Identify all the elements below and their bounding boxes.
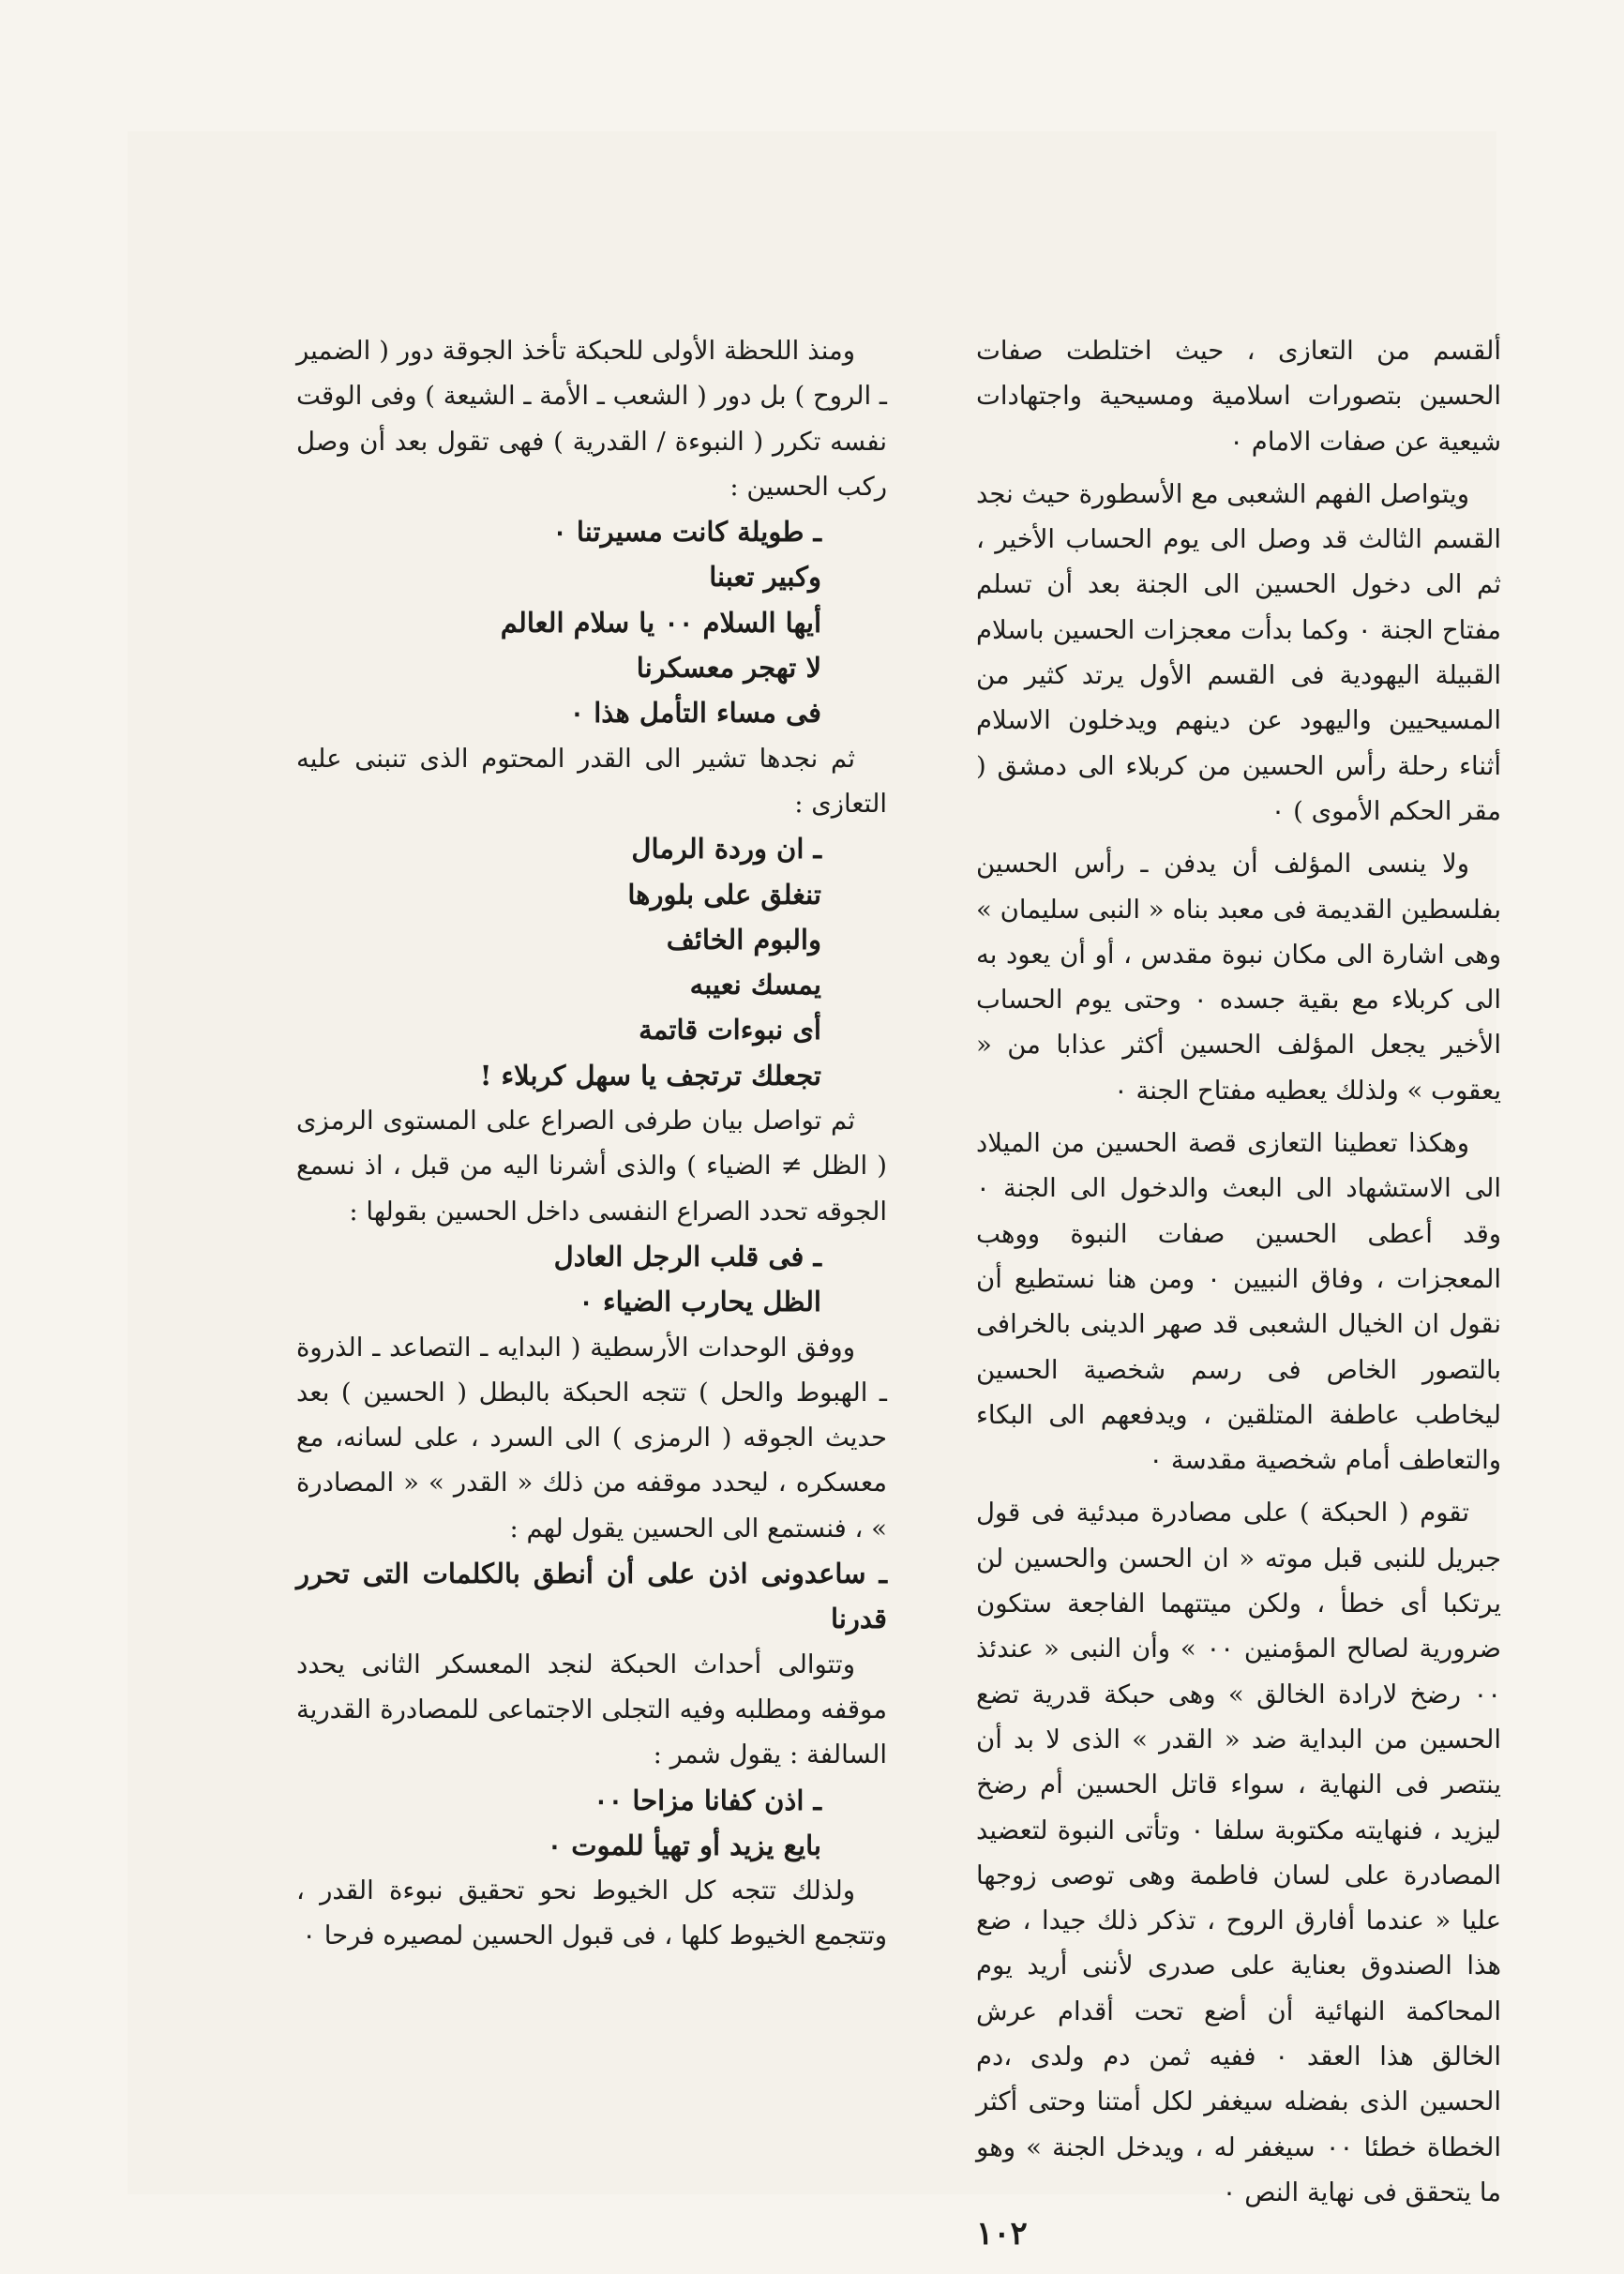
verse-line: ـ طويلة كانت مسيرتنا ٠ bbox=[552, 516, 821, 549]
verse-line: فى مساء التأمل هذا ٠ bbox=[569, 697, 821, 730]
verse-line: ـ ساعدونى اذن على أن أنطق بالكلمات التى تحرر قدرنا bbox=[296, 1558, 887, 1635]
verse-line: لا تهجر معسكرنا bbox=[636, 652, 821, 685]
verse-line: تنغلق على بلورها bbox=[627, 878, 821, 911]
right-column bbox=[976, 328, 1501, 2215]
paragraph: ووفق الوحدات الأرسطية ( البدايه ـ التصاعد ـ الذروة ـ الهبوط والحل ) تتجه الحبكة بالبطل ( الحسين ) بعد حديث الجوقه ( الرمزى ) الى السرد ، على لسانه، مع معسكره ، ليحدد موقفه من ذلك « القدر » « المصادرة » ، فنستمع الى الحسين يقول لهم : bbox=[296, 1332, 887, 1544]
paragraph: ولذلك تتجه كل الخيوط نحو تحقيق نبوءة القدر ، وتتجمع الخيوط كلها ، فى قبول الحسين لمصيره فرحا ٠ bbox=[296, 1875, 887, 1951]
verse-block bbox=[296, 826, 887, 1098]
paragraph: وهكذا تعطينا التعازى قصة الحسين من الميلاد الى الاستشهاد الى البعث والدخول الى الجنة ٠ وقد أعطى الحسين صفات النبوة ووهب المعجزات ، وفاق النبيين ٠ ومن هنا نستطيع أن نقول ان الخيال الشعبى قد صهر الدينى بالخرافى بالتصور الخاص فى رسم شخصية الحسين ليخاطب عاطفة المتلقين ، ويدفعهم الى البكاء والتعاطف أمام شخصية مقدسة ٠ bbox=[976, 1128, 1501, 1476]
verse-line: يمسك نعيبه bbox=[689, 969, 821, 1001]
verse-line: والبوم الخائف bbox=[666, 923, 821, 956]
left-column bbox=[296, 328, 887, 1959]
verse-line: تجعلك ترتجف يا سهل كربلاء ! bbox=[479, 1059, 821, 1092]
verse-line: وكبير تعبنا bbox=[709, 561, 821, 594]
verse-block bbox=[296, 1234, 887, 1325]
verse-block bbox=[296, 1551, 887, 1642]
paragraph: ومنذ اللحظة الأولى للحبكة تأخذ الجوقة دور ( الضمير ـ الروح ) بل دور ( الشعب ـ الأمة ـ الشيعة ) وفى الوقت نفسه تكرر ( النبوءة / القدرية ) فهى تقول بعد أن وصل ركب الحسين : bbox=[296, 336, 887, 502]
verse-line: الظل يحارب الضياء ٠ bbox=[579, 1286, 821, 1318]
verse-line: أيها السلام ٠٠ يا سلام العالم bbox=[500, 606, 821, 639]
verse-block bbox=[296, 509, 887, 735]
page-number: ١٠٢ bbox=[976, 2215, 1028, 2252]
verse-line: ـ اذن كفانا مزاحا ٠٠ bbox=[594, 1784, 821, 1816]
paragraph: ثم نجدها تشير الى القدر المحتوم الذى تنبنى عليه التعازى : bbox=[296, 743, 887, 819]
verse-line: ـ ان وردة الرمال bbox=[631, 833, 821, 866]
paragraph: وتتوالى أحداث الحبكة لنجد المعسكر الثانى يحدد موقفه ومطلبه وفيه التجلى الاجتماعى للمصادرة القدرية السالفة : يقول شمر : bbox=[296, 1649, 887, 1770]
paragraph: ألقسم من التعازى ، حيث اختلطت صفات الحسين بتصورات اسلامية ومسيحية واجتهادات شيعية عن صفات الامام ٠ bbox=[976, 336, 1501, 457]
verse-block bbox=[296, 1778, 887, 1869]
paragraph: ويتواصل الفهم الشعبى مع الأسطورة حيث نجد القسم الثالث قد وصل الى يوم الحساب الأخير ، ثم الى دخول الحسين الى الجنة بعد أن تسلم مفتاح الجنة ٠ وكما بدأت معجزات الحسين باسلام القبيلة اليهودية فى القسم الأول يرتد كثير من المسيحيين واليهود عن دينهم ويدخلون الاسلام أثناء رحلة رأس الحسين من كربلاء الى دمشق ( مقر الحكم الأموى ) ٠ bbox=[976, 478, 1501, 826]
paragraph: ولا ينسى المؤلف أن يدفن ـ رأس الحسين بفلسطين القديمة فى معبد بناه « النبى سليمان » وهى اشارة الى مكان نبوة مقدس ، أو أن يعود به الى كربلاء مع بقية جسده ٠ وحتى يوم الحساب الأخير يجعل المؤلف الحسين أكثر عذابا من « يعقوب » ولذلك يعطيه مفتاح الجنة ٠ bbox=[976, 849, 1501, 1106]
paragraph: ثم تواصل بيان طرفى الصراع على المستوى الرمزى ( الظل ≠ الضياء ) والذى أشرنا اليه من قبل ، اذ نسمع الجوقه تحدد الصراع النفسى داخل الحسين بقولها : bbox=[296, 1106, 887, 1227]
verse-line: ـ فى قلب الرجل العادل bbox=[553, 1240, 821, 1273]
verse-line: أى نبوءات قاتمة bbox=[639, 1014, 821, 1047]
verse-line: بايع يزيد أو تهيأ للموت ٠ bbox=[547, 1829, 821, 1861]
article-page bbox=[128, 131, 1501, 2252]
paragraph: تقوم ( الحبكة ) على مصادرة مبدئية فى قول جبريل للنبى قبل موته « ان الحسن والحسين لن يرتكبا أى خطأ ، ولكن ميتتهما الفاجعة ستكون ضرورية لصالح المؤمنين ٠٠ » وأن النبى « عندئذ ٠٠ رضخ لارادة الخالق » وهى حبكة قدرية تضع الحسين من البداية ضد « القدر » الذى لا بد أن ينتصر فى النهاية ، سواء قاتل الحسين أم رضخ ليزيد ، فنهايته مكتوبة سلفا ٠ وتأتى النبوة لتعضيد المصادرة على لسان فاطمة وهى توصى زوجها عليا « عندما أفارق الروح ، تذكر ذلك جيدا ، ضع هذا الصندوق بعناية على صدرى لأننى أريد يوم المحاكمة النهائية أن أضع تحت أقدام عرش الخالق هذا العقد ٠ ففيه ثمن دم ولدى ،دم الحسين الذى بفضله سيغفر لكل أمتنا وحتى أكثر الخطاة خطئا ٠٠ سيغفر له ، ويدخل الجنة » وهو ما يتحقق فى نهاية النص ٠ bbox=[976, 1498, 1501, 2207]
